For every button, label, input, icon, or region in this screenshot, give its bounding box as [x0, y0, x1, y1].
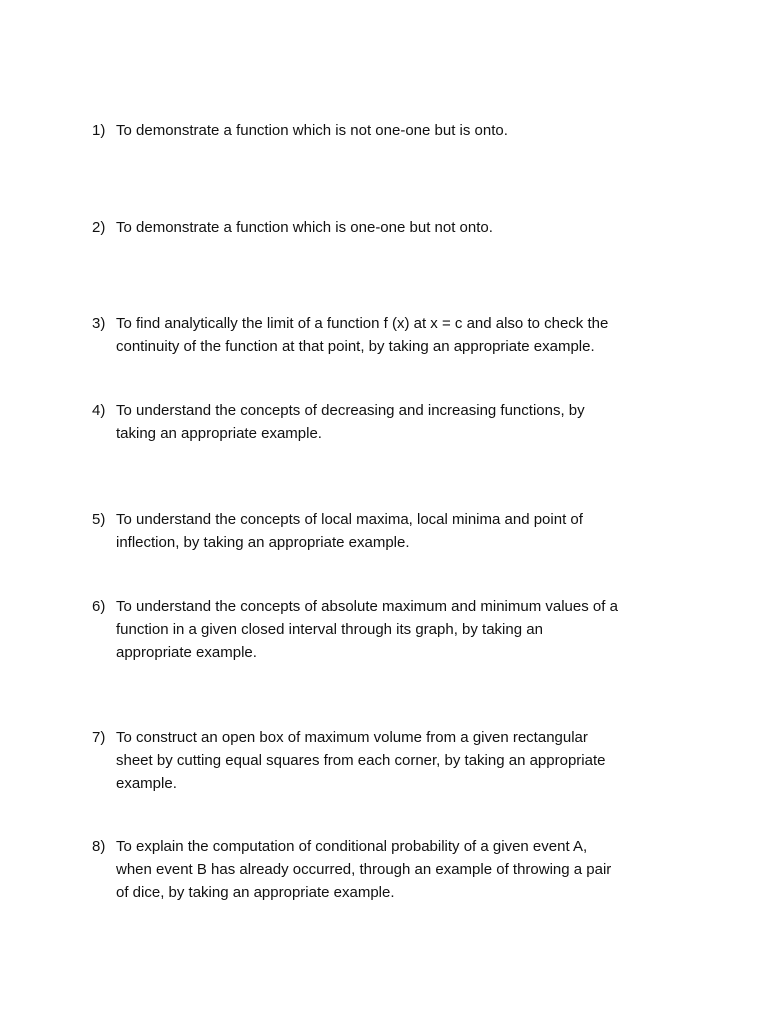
- item-text-line: To find analytically the limit of a function f (x) at x = c and also to check the: [116, 315, 609, 332]
- list-item-3: [92, 312, 692, 358]
- list-item-7: [92, 726, 692, 795]
- item-number: 3): [92, 315, 106, 332]
- item-text: [116, 726, 692, 795]
- item-text: [116, 399, 692, 445]
- item-number: 2): [92, 219, 106, 236]
- item-text: [116, 312, 692, 358]
- item-text-line: taking an appropriate example.: [116, 425, 322, 442]
- item-text: [116, 508, 692, 554]
- list-item-6: [92, 595, 692, 664]
- list-item-2: [92, 216, 692, 239]
- item-number: 7): [92, 729, 106, 746]
- list-item-8: [92, 835, 692, 904]
- item-text: [116, 216, 692, 239]
- item-text-line: sheet by cutting equal squares from each corner, by taking an appropriate: [116, 752, 606, 769]
- item-text-line: continuity of the function at that point, by taking an appropriate example.: [116, 338, 595, 355]
- item-text-line: To understand the concepts of local maxima, local minima and point of: [116, 511, 583, 528]
- item-text-line: To understand the concepts of absolute maximum and minimum values of a: [116, 598, 618, 615]
- item-text-line: inflection, by taking an appropriate example.: [116, 534, 410, 551]
- item-text-line: To understand the concepts of decreasing and increasing functions, by: [116, 402, 585, 419]
- item-text-line: function in a given closed interval through its graph, by taking an: [116, 621, 543, 638]
- item-text-line: To demonstrate a function which is one-one but not onto.: [116, 219, 493, 236]
- item-text-line: when event B has already occurred, through an example of throwing a pair: [116, 861, 612, 878]
- list-item-1: [92, 119, 692, 142]
- item-text-line: To construct an open box of maximum volume from a given rectangular: [116, 729, 588, 746]
- list-item-5: [92, 508, 692, 554]
- item-text-line: appropriate example.: [116, 644, 257, 661]
- list-item-4: [92, 399, 692, 445]
- item-text-line: of dice, by taking an appropriate example.: [116, 884, 395, 901]
- item-number: 8): [92, 838, 106, 855]
- item-text: [116, 119, 692, 142]
- item-number: 4): [92, 402, 106, 419]
- item-text-line: To demonstrate a function which is not one-one but is onto.: [116, 122, 508, 139]
- item-text-line: example.: [116, 775, 177, 792]
- item-number: 1): [92, 122, 106, 139]
- item-number: 6): [92, 598, 106, 615]
- item-number: 5): [92, 511, 106, 528]
- item-text-line: To explain the computation of conditional probability of a given event A,: [116, 838, 588, 855]
- item-text: [116, 835, 692, 904]
- item-text: [116, 595, 692, 664]
